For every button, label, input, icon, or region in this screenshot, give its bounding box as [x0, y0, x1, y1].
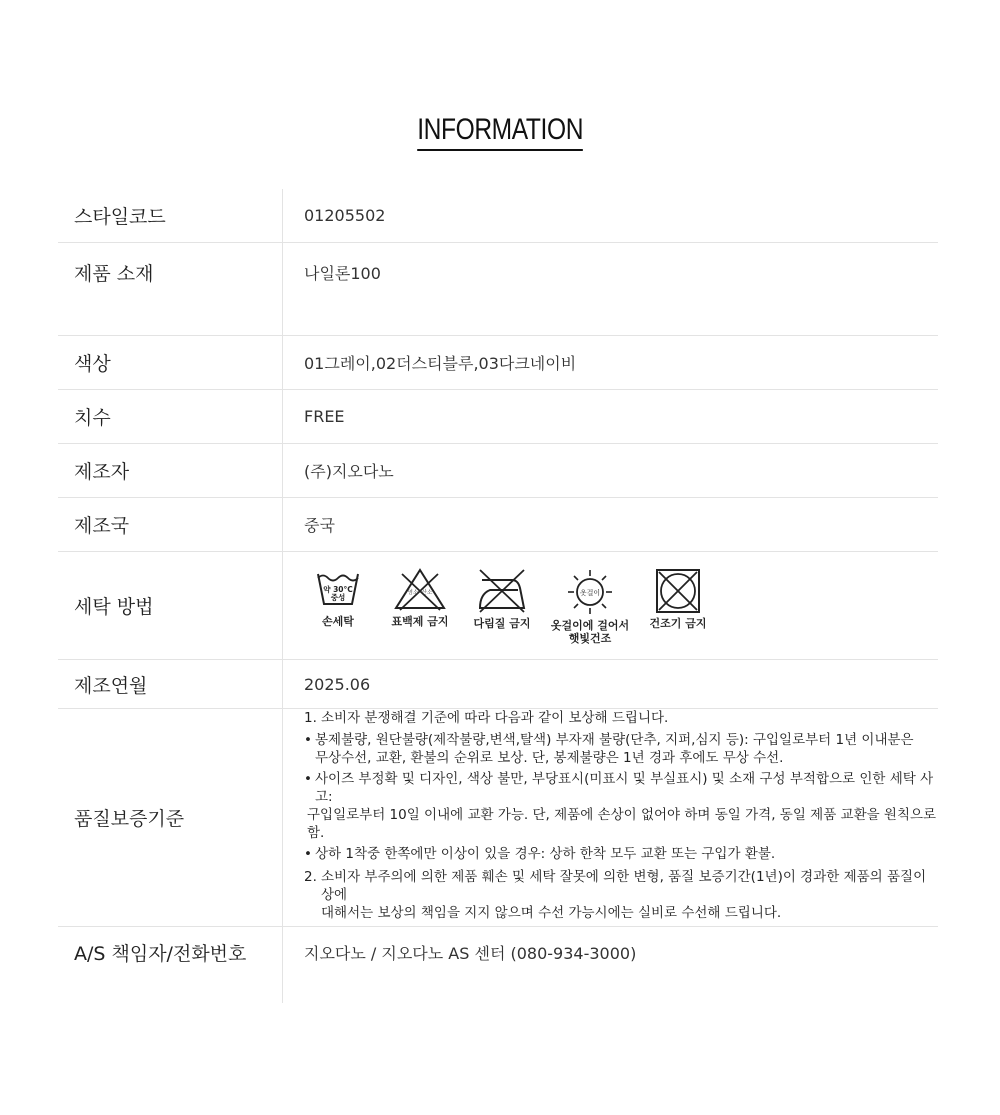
row-label: 스타일코드 [58, 189, 283, 243]
care-caption [551, 619, 629, 645]
row-value: 나일론100 [283, 243, 939, 336]
no-tumble-dry-icon [654, 568, 702, 614]
row-material [58, 243, 938, 336]
row-value: 2025.06 [283, 660, 939, 709]
row-label: 제조연월 [58, 660, 283, 709]
quality-list [304, 709, 938, 922]
care-caption: 손세탁 [322, 615, 354, 628]
care-caption-line1: 옷걸이에 걸어서 [550, 619, 630, 632]
row-as [58, 927, 938, 1004]
row-value: 중국 [283, 498, 939, 552]
care-no-tumble-dry [640, 568, 716, 630]
quality-item [304, 868, 938, 922]
bullet-line: 사이즈 부정확 및 디자인, 색상 불만, 부당표시(미표시 및 부실표시) 및 소재 구성 부적합으로 인한 세탁 사고: [315, 771, 934, 805]
care-caption: 건조기 금지 [649, 617, 707, 630]
care-no-bleach [382, 568, 458, 628]
bullet-mark: • [304, 846, 312, 862]
quality-bullet-text: 상하 1착중 한쪽에만 이상이 있을 경우: 상하 한착 모두 교환 또는 구입가 환불. [315, 846, 776, 862]
row-value: FREE [283, 390, 939, 444]
row-value [283, 552, 939, 660]
hand-wash-icon [315, 568, 361, 612]
bullet-line: 무상수선, 교환, 환불의 순위로 보상. 단, 봉제불량은 1년 경과 후에도 무상 수선. [315, 750, 784, 766]
row-label: A/S 책임자/전화번호 [58, 927, 283, 1004]
no-bleach-oxygen: 산소 [421, 590, 433, 596]
row-washing [58, 552, 938, 660]
quality-item-number: 2. [304, 869, 317, 885]
item-line: 소비자 부주의에 의한 제품 훼손 및 세탁 잘못에 의한 변형, 품질 보증기간(1년)이 경과한 제품의 품질이상에 [321, 869, 927, 903]
row-quality [58, 709, 938, 927]
quality-item-number: 1. [304, 710, 317, 726]
row-value: 01205502 [283, 189, 939, 243]
bullet-mark: • [304, 732, 312, 748]
row-label: 제조자 [58, 444, 283, 498]
care-caption-line2: 햇빛건조 [568, 632, 612, 645]
care-icons [300, 568, 938, 645]
row-size [58, 390, 938, 444]
bullet-mark: • [304, 771, 312, 787]
no-bleach-chlorine: 염소 [407, 590, 419, 596]
row-label: 치수 [58, 390, 283, 444]
row-label: 제품 소재 [58, 243, 283, 336]
row-label: 세탁 방법 [58, 552, 283, 660]
care-caption: 표백제 금지 [391, 615, 449, 628]
row-value: 01그레이,02더스티블루,03다크네이비 [283, 336, 939, 390]
row-manufacturer [58, 444, 938, 498]
bullet-line: 구입일로부터 10일 이내에 교환 가능. 단, 제품에 손상이 없어야 하며 동일 가격, 동일 제품 교환을 원칙으로 함. [307, 807, 937, 841]
hand-wash-temp: 약 30°C [323, 585, 353, 594]
quality-bullet-text [315, 731, 938, 767]
quality-bullet [304, 845, 938, 863]
row-date [58, 660, 938, 709]
bullet-line: 봉제불량, 원단불량(제작불량,변색,탈색) 부자재 불량(단추, 지퍼,심지 등): 구입일로부터 1년 이내분은 [315, 732, 914, 748]
no-bleach-icon [394, 568, 446, 612]
row-color [58, 336, 938, 390]
row-value: (주)지오다노 [283, 444, 939, 498]
quality-bullet [304, 770, 938, 842]
row-value: 지오다노 / 지오다노 AS 센터 (080-934-3000) [304, 944, 637, 963]
quality-item [304, 709, 938, 727]
quality-bullet [304, 731, 938, 767]
row-value [283, 709, 939, 927]
info-table [58, 189, 938, 1003]
care-hand-wash [300, 568, 376, 628]
quality-item-text [321, 868, 938, 922]
row-country [58, 498, 938, 552]
no-iron-icon [476, 568, 528, 614]
hang-dry-shade-icon [565, 568, 615, 616]
care-caption: 다림질 금지 [473, 617, 531, 630]
item-line: 대해서는 보상의 책임을 지지 않으며 수선 가능시에는 실비로 수선해 드립니다. [321, 905, 782, 921]
row-style-code [58, 189, 938, 243]
row-label: 품질보증기준 [58, 709, 283, 927]
care-hang-dry [546, 568, 634, 645]
page-title: INFORMATION [417, 112, 583, 151]
title-wrap [0, 112, 1000, 151]
quality-bullet-text [307, 770, 938, 842]
quality-item-text: 소비자 분쟁해결 기준에 따라 다음과 같이 보상해 드립니다. [321, 710, 669, 726]
row-label: 색상 [58, 336, 283, 390]
hand-wash-neutral: 중성 [330, 593, 346, 602]
hang-dry-hanger: 옷걸이 [579, 589, 601, 597]
row-label: 제조국 [58, 498, 283, 552]
care-no-iron [464, 568, 540, 630]
